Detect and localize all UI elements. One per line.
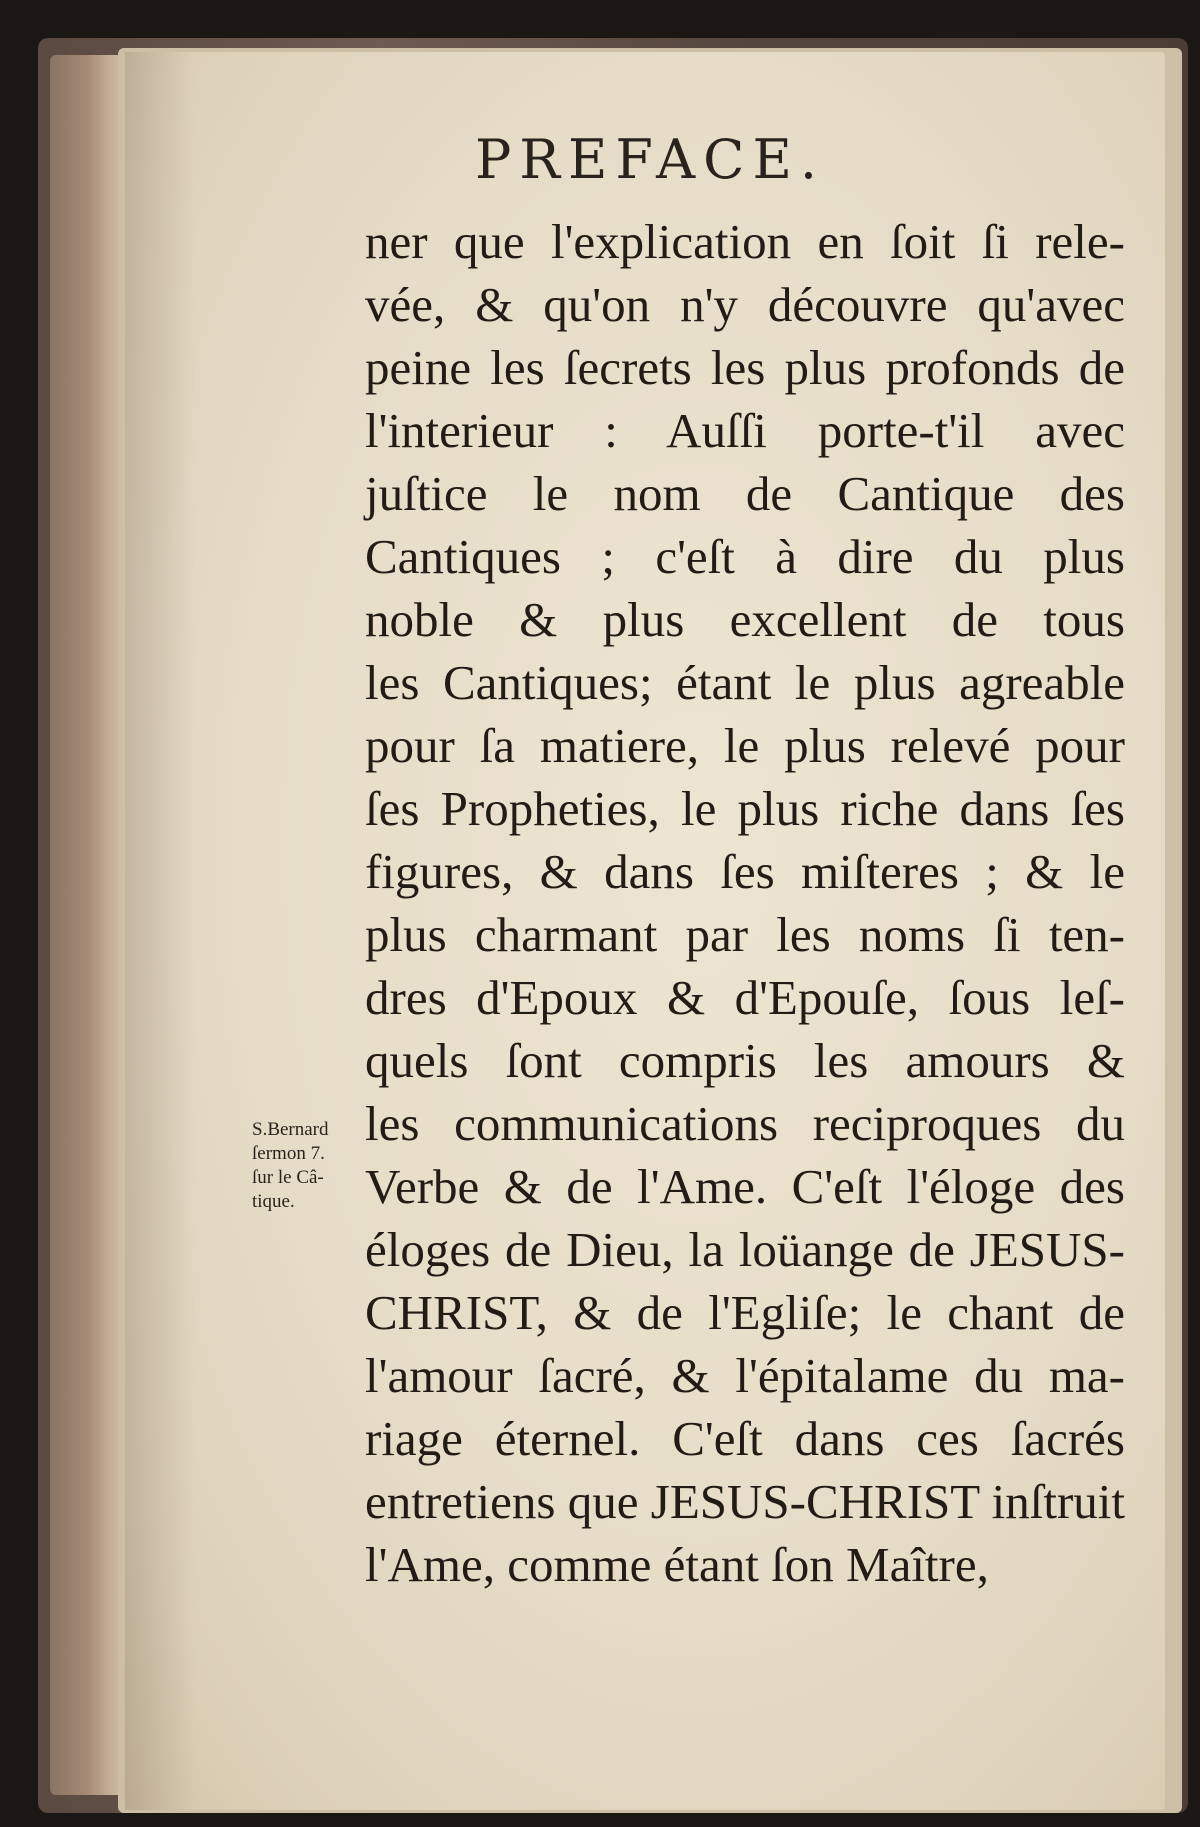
margin-note-line: S.Bernard bbox=[252, 1119, 329, 1140]
text-line: ner que l'explication en ſoit ſi rele- bbox=[365, 214, 1125, 269]
text-line: entretiens que JESUS-CHRIST inſtruit bbox=[365, 1474, 1125, 1529]
margin-note-line: ſur le Câ- bbox=[252, 1167, 324, 1188]
text-line: les Cantiques; étant le plus agreable bbox=[365, 655, 1125, 710]
margin-note-line: ſermon 7. bbox=[252, 1143, 325, 1164]
running-header: PREFACE. bbox=[474, 128, 826, 191]
page-gutter-shadow bbox=[125, 52, 195, 1810]
text-line: figures, & dans ſes miſteres ; & le bbox=[365, 844, 1125, 899]
text-line: dres d'Epoux & d'Epouſe, ſous leſ- bbox=[365, 970, 1125, 1025]
margin-note-line: tique. bbox=[252, 1191, 295, 1212]
text-line: vée, & qu'on n'y découvre qu'avec bbox=[365, 277, 1125, 332]
text-line: plus charmant par les noms ſi ten- bbox=[365, 907, 1125, 962]
text-line: peine les ſecrets les plus profonds de bbox=[365, 340, 1125, 395]
body-text bbox=[365, 210, 1125, 1596]
text-line: éloges de Dieu, la loüange de JESUS- bbox=[365, 1222, 1125, 1277]
text-line: riage éternel. C'eſt dans ces ſacrés bbox=[365, 1411, 1125, 1466]
text-line: l'amour ſacré, & l'épitalame du ma- bbox=[365, 1348, 1125, 1403]
text-line: CHRIST, & de l'Egliſe; le chant de bbox=[365, 1285, 1125, 1340]
text-line: juſtice le nom de Cantique des bbox=[365, 466, 1125, 521]
margin-note bbox=[252, 1118, 370, 1214]
text-line: noble & plus excellent de tous bbox=[365, 592, 1125, 647]
text-line: ſes Propheties, le plus riche dans ſes bbox=[365, 781, 1125, 836]
text-line: quels ſont compris les amours & bbox=[365, 1033, 1125, 1088]
text-line: l'interieur : Auſſi porte-t'il avec bbox=[365, 403, 1125, 458]
text-line: Cantiques ; c'eſt à dire du plus bbox=[365, 529, 1125, 584]
text-line: Verbe & de l'Ame. C'eſt l'éloge des bbox=[365, 1159, 1125, 1214]
text-line: l'Ame, comme étant ſon Maître, bbox=[365, 1537, 989, 1592]
text-line: les communications reciproques du bbox=[365, 1096, 1125, 1151]
text-line: pour ſa matiere, le plus relevé pour bbox=[365, 718, 1125, 773]
